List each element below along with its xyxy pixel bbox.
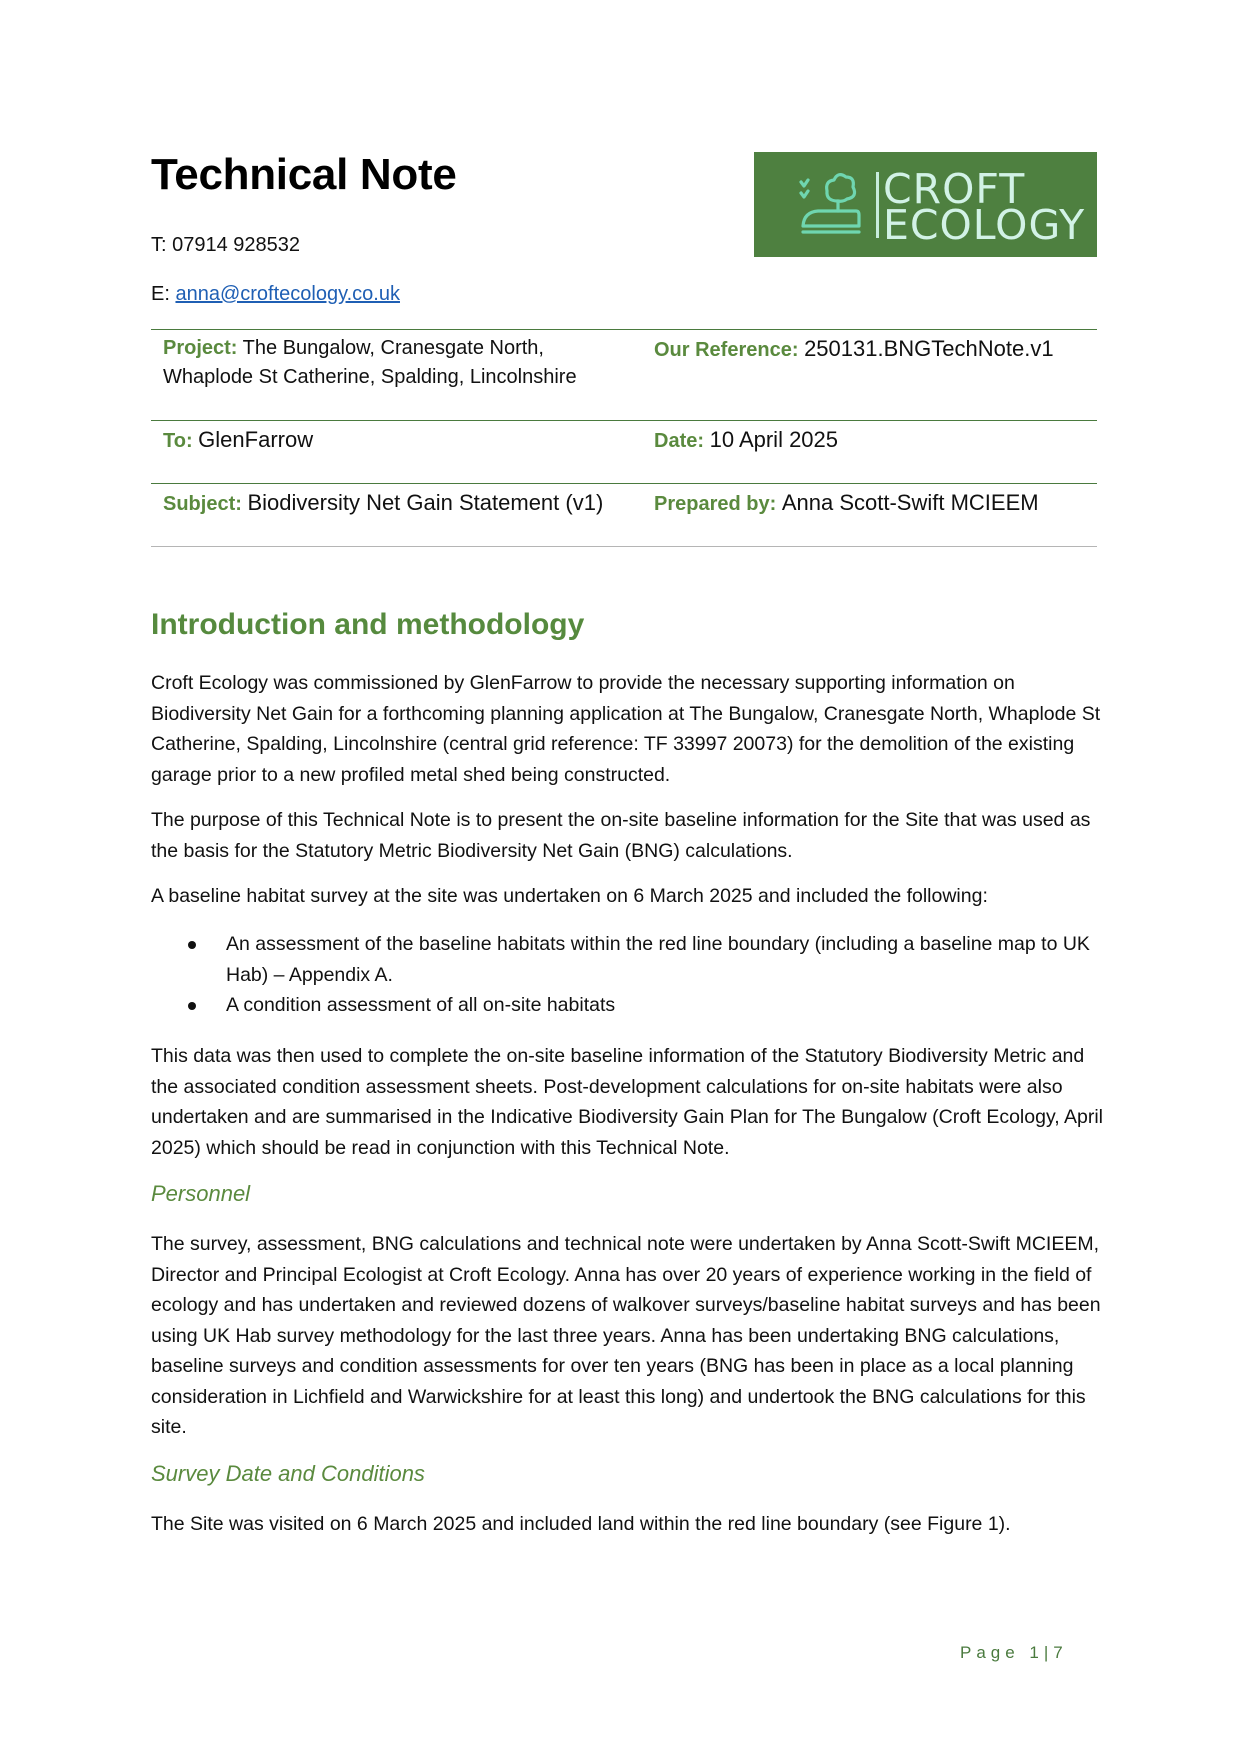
date-value: 10 April 2025	[709, 427, 839, 452]
paragraph-baseline-survey: A baseline habitat survey at the site was undertaken on 6 March 2025 and included the following:	[151, 885, 988, 907]
contact-telephone	[151, 234, 300, 257]
paragraph-purpose: The purpose of this Technical Note is to present the on-site baseline information for the Site that was used as the basis for the Statutory Metric Biodiversity Net Gain (BNG) calculations.	[151, 809, 1091, 862]
reference-cell	[654, 334, 1094, 365]
reference-label: Our Reference:	[654, 339, 799, 361]
date-label: Date:	[654, 430, 705, 452]
telephone-number: 07914 928532	[172, 234, 301, 256]
logo-divider	[876, 172, 879, 238]
croft-ecology-logo	[754, 152, 1097, 257]
document-title: Technical Note	[151, 150, 457, 199]
subheading-personnel: Personnel	[151, 1181, 251, 1206]
paragraph-personnel: The survey, assessment, BNG calculations and technical note were undertaken by Anna Scott-Swift MCIEEM, Director and Principal Ecologist at Croft Ecology. Anna has over 20 years of experience working in the field of ecology and has undertaken and reviewed dozens of walkover surveys/baseline habitat surveys and has been using UK Hab survey methodology for the last three years. Anna has been undertaking BNG calculations, baseline surveys and condition assessments for over ten years (BNG has been in place as a local planning consideration in Lichfield and Warwickshire for at least this long) and undertook the BNG calculations for this site.	[151, 1233, 1101, 1438]
info-row-subject	[151, 483, 1097, 547]
reference-value: 250131.BNGTechNote.v1	[804, 336, 1054, 361]
list-item-text: An assessment of the baseline habitats within the red line boundary (including a baseline map to UK Hab) – Appendix A.	[226, 933, 1090, 986]
subheading-survey-date: Survey Date and Conditions	[151, 1461, 425, 1486]
paragraph-survey-date: The Site was visited on 6 March 2025 and included land within the red line boundary (see Figure 1).	[151, 1513, 1011, 1535]
survey-scope-list	[151, 929, 1111, 1021]
subject-cell	[163, 488, 633, 519]
to-label: To:	[163, 430, 193, 452]
info-row-project	[151, 329, 1097, 420]
logo-text-croft: CROFT	[883, 165, 1026, 213]
to-value: GlenFarrow	[198, 427, 314, 452]
paragraph-commission: Croft Ecology was commissioned by GlenFarrow to provide the necessary supporting information on Biodiversity Net Gain for a forthcoming planning application at The Bungalow, Cranesgate North, Whaplode St Catherine, Spalding, Lincolnshire (central grid reference: TF 33997 20073) for the demolition of the existing garage prior to a new profiled metal shed being constructed.	[151, 672, 1101, 786]
project-value-line2: Whaplode St Catherine, Spalding, Lincolnshire	[163, 366, 577, 388]
project-info-table	[151, 329, 1097, 547]
page-number: Page 1|7	[960, 1643, 1068, 1662]
paragraph-data-usage: This data was then used to complete the on-site baseline information of the Statutory Biodiversity Metric and the associated condition assessment sheets. Post-development calculations for on-site habitats were also undertaken and are summarised in the Indicative Biodiversity Gain Plan for The Bungalow (Croft Ecology, April 2025) which should be read in conjunction with this Technical Note.	[151, 1045, 1104, 1159]
to-cell	[163, 425, 633, 456]
email-label: E:	[151, 283, 170, 305]
telephone-label: T:	[151, 234, 167, 256]
list-item	[151, 990, 1111, 1021]
section-heading-introduction: Introduction and methodology	[151, 608, 585, 641]
list-item-text: A condition assessment of all on-site habitats	[226, 994, 616, 1016]
subject-value: Biodiversity Net Gain Statement (v1)	[247, 490, 604, 515]
email-link[interactable]: anna@croftecology.co.uk	[175, 283, 400, 305]
bullet-icon	[188, 1002, 196, 1010]
prepared-by-cell	[654, 488, 1094, 519]
prepared-by-label: Prepared by:	[654, 493, 777, 515]
tree-landscape-icon	[796, 168, 868, 240]
subject-label: Subject:	[163, 493, 242, 515]
contact-email	[151, 283, 400, 306]
prepared-by-value: Anna Scott-Swift MCIEEM	[781, 490, 1039, 515]
project-label: Project:	[163, 337, 238, 359]
logo-text-ecology: ECOLOGY	[883, 201, 1086, 249]
project-cell	[163, 334, 633, 392]
info-row-recipient	[151, 420, 1097, 483]
date-cell	[654, 425, 1094, 456]
bullet-icon	[188, 941, 196, 949]
list-item	[151, 929, 1111, 990]
project-value-line1: The Bungalow, Cranesgate North,	[242, 337, 544, 359]
